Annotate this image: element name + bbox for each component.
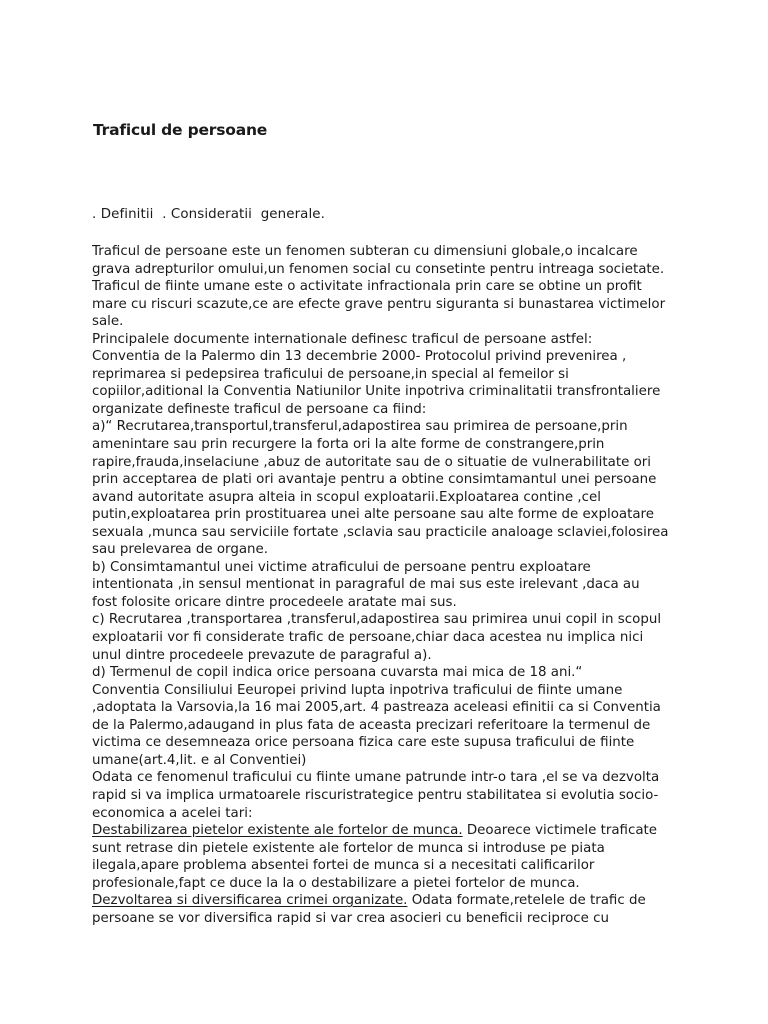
text-line <box>92 734 669 752</box>
text-segment: Traficul de fiinte umane este o activitate infractionala prin care se obtine un profit <box>92 279 642 295</box>
text-line <box>92 436 669 454</box>
text-segment: intentionata ,in sensul mentionat in paragraful de mai sus este irelevant ,daca au <box>92 577 640 593</box>
text-line <box>92 454 669 472</box>
text-line <box>92 524 669 542</box>
text-line <box>92 418 669 436</box>
text-segment: copiilor,aditional la Conventia Natiunilor Unite inpotriva criminalitatii transfrontaliere <box>92 384 661 400</box>
text-segment: sale. <box>92 314 124 330</box>
text-segment: Odata formate,retelele de trafic de <box>407 893 646 909</box>
text-segment: profesionale,fapt ce duce la la o destabilizare a pietei fortelor de munca. <box>92 875 580 891</box>
text-segment: exploatarii vor fi considerate trafic de persoane,chiar daca acestea nu implica nici <box>92 630 644 646</box>
text-segment: Deoarece victimele traficate <box>462 823 658 839</box>
text-line <box>92 892 669 910</box>
text-segment: reprimarea si pedepsirea traficului de persoane,in special al femeilor si <box>92 366 569 382</box>
text-segment: ,adoptata la Varsovia,la 16 mai 2005,art. 4 pastreaza aceleasi efinitii ca si Conventia <box>92 700 661 716</box>
text-line <box>92 664 669 682</box>
text-line <box>92 875 669 893</box>
text-segment: victima ce desemneaza orice persoana fizica care este supusa traficului de fiinte <box>92 735 635 751</box>
text-line <box>92 682 669 700</box>
text-segment: prin acceptarea de plati ori avantaje pentru a obtine consimtamantul unei persoane <box>92 472 657 488</box>
text-segment: mare cu riscuri scazute,ce are efecte grave pentru siguranta si bunastarea victimelor <box>92 296 666 312</box>
text-segment: rapid si va implica urmatoarele riscuristrategice pentru stabilitatea si evolutia socio- <box>92 787 659 803</box>
underlined-heading-text: Dezvoltarea si diversificarea crimei organizate. <box>92 893 408 909</box>
text-segment: ilegala,apare problema absentei fortei de munca si a necesitati calificarilor <box>92 858 595 874</box>
text-line <box>92 331 669 349</box>
text-segment: persoane se vor diversifica rapid si var crea asocieri cu beneficii reciproce cu <box>92 910 609 926</box>
text-line <box>92 278 669 296</box>
text-segment: b) Consimtamantul unei victime atraficului de persoane pentru exploatare <box>92 559 591 575</box>
text-line <box>92 489 669 507</box>
text-line <box>92 910 669 928</box>
text-segment: de la Palermo,adaugand in plus fata de aceasta precizari referitoare la termenul de <box>92 717 651 733</box>
text-line <box>92 752 669 770</box>
document-title: Traficul de persoane <box>93 121 268 139</box>
text-segment: avand autoritate asupra alteia in scopul exploatarii.Exploatarea contine ,cel <box>92 489 601 505</box>
text-line <box>92 243 669 261</box>
text-line <box>92 822 669 840</box>
text-line <box>92 629 669 647</box>
text-line <box>92 857 669 875</box>
text-line <box>92 541 669 559</box>
text-segment: Odata ce fenomenul traficului cu fiinte umane patrunde intr-o tara ,el se va dezvolta <box>92 770 660 786</box>
text-line <box>92 769 669 787</box>
text-line <box>92 348 669 366</box>
text-segment: a)“ Recrutarea,transportul,transferul,adapostirea sau primirea de persoane,prin <box>92 419 628 435</box>
text-segment: rapire,frauda,inselaciune ,abuz de autoritate sau de o situatie de vulnerabilitate ori <box>92 454 652 470</box>
text-segment: unul dintre procedeele prevazute de paragraful a). <box>92 647 432 663</box>
text-line <box>92 699 669 717</box>
text-segment: Traficul de persoane este un fenomen subteran cu dimensiuni globale,o incalcare <box>92 244 638 259</box>
underlined-heading-text: Destabilizarea pietelor existente ale fortelor de munca. <box>92 823 463 839</box>
text-segment: sau prelevarea de organe. <box>92 542 269 558</box>
text-line <box>92 647 669 665</box>
text-line <box>92 383 669 401</box>
text-line <box>92 559 669 577</box>
text-segment: d) Termenul de copil indica orice persoana cuvarsta mai mica de 18 ani.“ <box>92 665 583 681</box>
text-segment: sunt retrase din pietele existente ale fortelor de munca si introduse pe piata <box>92 840 605 856</box>
text-segment: sexuala ,munca sau serviciile fortate ,sclavia sau practicile analoage sclaviei,folosirea <box>92 524 669 540</box>
text-segment: umane(art.4,lit. e al Conventiei) <box>92 752 307 768</box>
text-line <box>92 840 669 858</box>
text-line <box>92 261 669 279</box>
text-segment: grava adrepturilor omului,un fenomen social cu consetinte pentru intreaga societate. <box>92 261 665 277</box>
text-segment: Conventia Consiliului Eeuropei privind lupta inpotriva traficului de fiinte umane <box>92 682 623 698</box>
text-line <box>92 611 669 629</box>
text-line <box>92 471 669 489</box>
text-line <box>92 506 669 524</box>
text-line <box>92 787 669 805</box>
text-line <box>92 594 669 612</box>
text-segment: c) Recrutarea ,transportarea ,transferul,adapostirea sau primirea unui copil in scopul <box>92 612 662 628</box>
text-line <box>92 717 669 735</box>
text-segment: economica a acelei tari: <box>92 805 253 821</box>
text-segment: Principalele documente internationale definesc traficul de persoane astfel: <box>92 331 593 347</box>
text-line <box>92 576 669 594</box>
section-heading: . Definitii . Consideratii generale. <box>92 207 325 222</box>
text-segment: fost folosite oricare dintre procedeele aratate mai sus. <box>92 594 457 610</box>
text-line <box>92 313 669 331</box>
text-line <box>92 805 669 823</box>
text-segment: organizate defineste traficul de persoane ca fiind: <box>92 401 427 417</box>
text-line <box>92 401 669 419</box>
text-segment: amenintare sau prin recurgere la forta ori la alte forme de constrangere,prin <box>92 437 605 453</box>
body-text <box>92 243 669 927</box>
text-line <box>92 366 669 384</box>
text-segment: Conventia de la Palermo din 13 decembrie 2000- Protocolul privind prevenirea , <box>92 349 627 365</box>
text-line <box>92 296 669 314</box>
text-segment: putin,exploatarea prin prostituarea unei alte persoane sau alte forme de exploatare <box>92 507 655 523</box>
